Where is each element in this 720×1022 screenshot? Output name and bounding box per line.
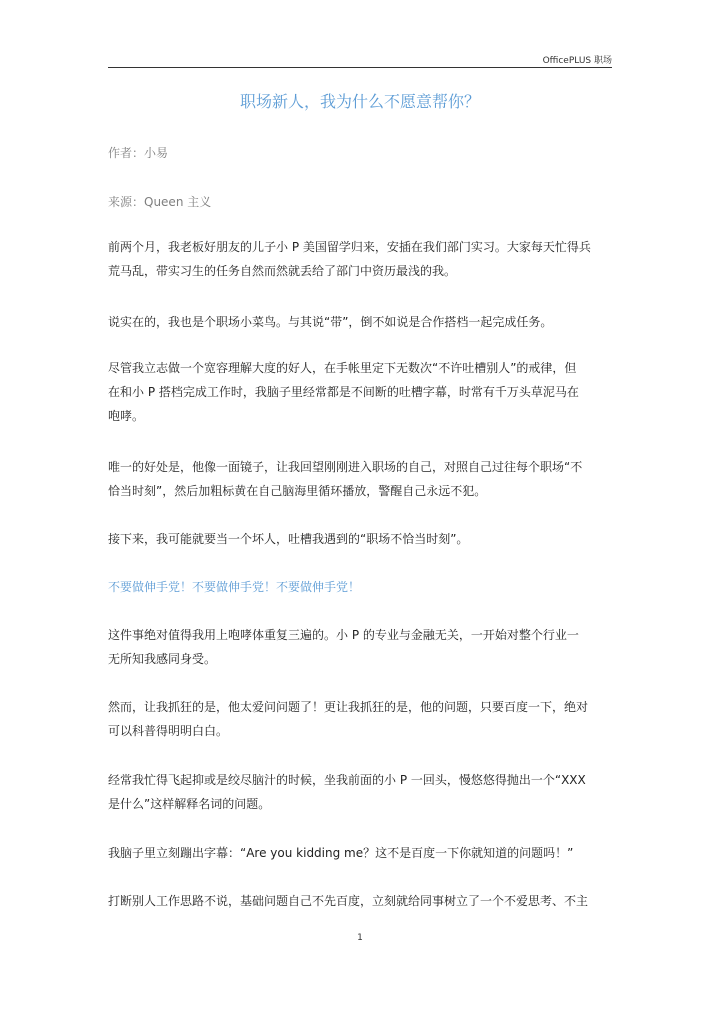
paragraph-7: 然而，让我抓狂的是，他太爱问问题了！更让我抓狂的是，他的问题，只要百度一下，绝对 可以科普得明明白白。 bbox=[108, 700, 589, 738]
paragraph-5: 接下来，我可能就要当一个坏人，吐槽我遇到的“职场不恰当时刻”。 bbox=[108, 532, 469, 546]
section-heading: 不要做伸手党！不要做伸手党！不要做伸手党！ bbox=[108, 580, 361, 594]
paragraph-8: 经常我忙得飞起抑或是绞尽脑汁的时候，坐我前面的小 P 一回头，慢悠悠得抛出一个“XXX 是什么”这样解释名词的问题。 bbox=[108, 773, 586, 811]
article-title: 职场新人，我为什么不愿意帮你？ bbox=[239, 92, 480, 111]
paragraph-6: 这件事绝对值得我用上咆哮体重复三遍的。小 P 的专业与金融无关，一开始对整个行业一 无所知我感同身受。 bbox=[108, 628, 579, 666]
author-line: 作者：小易 bbox=[108, 146, 169, 160]
header-rule bbox=[108, 67, 612, 68]
page-number: 1 bbox=[357, 933, 363, 943]
paragraph-1: 前两个月，我老板好朋友的儿子小 P 美国留学归来，安插在我们部门实习。大家每天忙得兵 荒马乱，带实习生的任务自然而然就丢给了部门中资历最浅的我。 bbox=[108, 240, 591, 278]
paragraph-9: 我脑子里立刻蹦出字幕：“Are you kidding me？这不是百度一下你就知道的问题吗！” bbox=[108, 846, 574, 860]
source-line: 来源：Queen 主义 bbox=[108, 195, 212, 209]
paragraph-10: 打断别人工作思路不说，基础问题自己不先百度，立刻就给同事树立了一个不爱思考、不主 bbox=[108, 894, 589, 908]
paragraph-4: 唯一的好处是，他像一面镜子，让我回望刚刚进入职场的自己，对照自己过往每个职场“不 恰当时刻”，然后加粗标黄在自己脑海里循环播放，警醒自己永远不犯。 bbox=[108, 460, 583, 498]
paragraph-3: 尽管我立志做一个宽容理解大度的好人，在手帐里定下无数次“不许吐槽别人”的戒律，但 在和小 P 搭档完成工作时，我脑子里经常都是不间断的吐槽字幕，时常有千万头草泥马在 咆哮。 bbox=[108, 361, 579, 423]
header-label: OfficePLUS 职场 bbox=[542, 56, 612, 66]
paragraph-2: 说实在的，我也是个职场小菜鸟。与其说“带”，倒不如说是合作搭档一起完成任务。 bbox=[108, 315, 553, 329]
